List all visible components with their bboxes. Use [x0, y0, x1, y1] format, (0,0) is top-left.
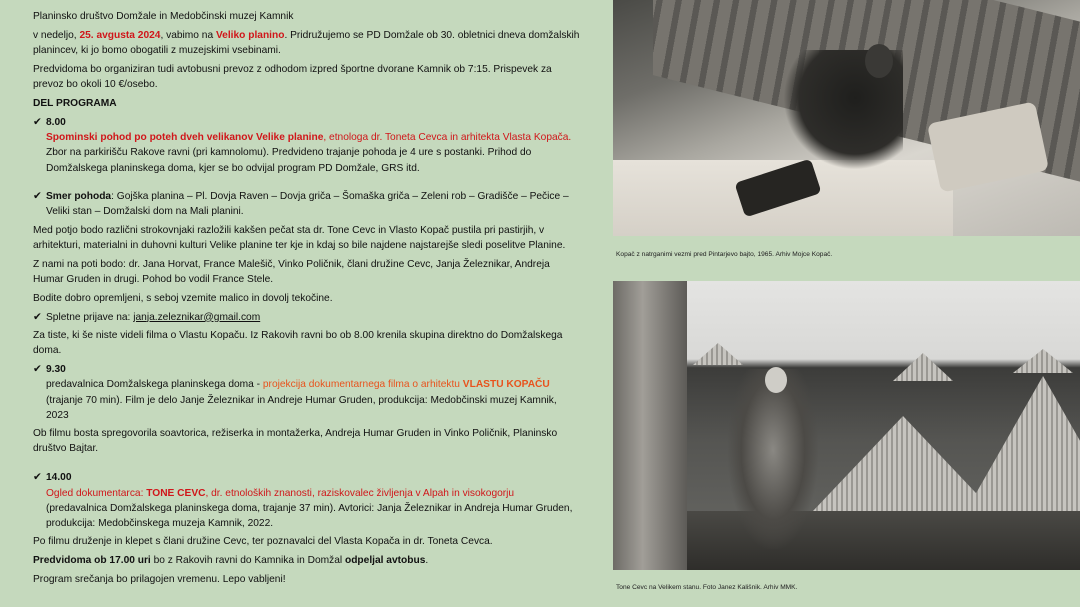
event-date: 25. avgusta 2024 — [79, 29, 161, 41]
program-item-0930 — [33, 362, 581, 423]
checkmark-icon: ✔ — [33, 189, 42, 202]
closing-paragraph: Program srečanja bo prilagojen vremenu. Lepo vabljeni! — [33, 574, 286, 585]
item-highlight: projekcija dokumentarnega filma o arhitektu — [262, 379, 463, 391]
photo-caption-cevc: Tone Cevc na Velikem stanu. Foto Janez Kališnik. Arhiv MMK. — [616, 584, 798, 591]
item-title — [46, 130, 581, 145]
bus-info: Predvidoma bo organiziran tudi avtobusni prevoz z odhodom izpred športne dvorane Kamnik ob 7:15. Prispevek za prevoz bo okoli 10 €/osebo. — [33, 63, 552, 91]
photo-kopac — [613, 0, 1080, 236]
experts-paragraph: Med potjo bodo različni strokovnjaki razložili kakšen pečat sta dr. Tone Cevc in Vlasto Kopač pustila pri pastirjih, v arhitekturi, materialni in duhovni kulturi Velike planine ter kje in kdaj so bile najdene najstarejše sledi poselitve Planine. — [33, 224, 566, 251]
program-item-1400 — [33, 470, 581, 531]
item-text: (trajanje 70 min). Film je delo Janje Železnikar in Andreje Humar Gruden, produkcija: Medobčinski muzej Kamnik, 2023 — [46, 394, 557, 421]
signup-item — [33, 310, 581, 325]
speakers-paragraph: Ob filmu bosta spregovorila soavtorica, režiserka in montažerka, Andreja Humar Gruden in Vinko Poličnik, Planinsko društvo Bajtar. — [33, 428, 558, 455]
route-text: : Gojška planina – Pl. Dovja Raven – Dovja griča – Šomaška griča – Zeleni rob – Gradišče – Pečice – Veliki stan – Domžalski dom na Mali planini. — [46, 190, 569, 218]
checkmark-icon: ✔ — [33, 362, 42, 375]
item-title-rest: , etnologa dr. Toneta Cevca in arhitekta Vlasta Kopača. — [323, 132, 572, 144]
item-title-text: Ogled dokumentarca: — [46, 487, 147, 499]
item-desc: (predavalnica Domžalskega planinskega doma, trajanje 37 min). Avtorici: Janja Železnikar in Andreja Humar Gruden, produkcija: Medobčinskega muzeja Kamnik, 2022. — [46, 502, 573, 530]
item-text: predavalnica Domžalskega planinskega doma - — [46, 379, 263, 391]
program-title: DEL PROGRAMA — [33, 97, 117, 109]
participants-paragraph: Z nami na poti bodo: dr. Jana Horvat, France Malešič, Vinko Poličnik, člani družine Cevc, Janja Železnikar, Andreja Humar Gruden in drugi. Pohod bo vodil France Stele. — [33, 258, 550, 285]
item-name: TONE CEVC — [146, 487, 206, 499]
item-time: 9.30 — [46, 363, 66, 375]
social-paragraph: Po filmu druženje in klepet s člani družine Cevc, ter poznavalci del Vlasta Kopača in dr. Toneta Cevca. — [33, 536, 493, 548]
return-time: Predvidoma ob 17.00 uri — [33, 555, 151, 567]
return-paragraph — [33, 553, 581, 568]
invitation-text — [33, 9, 581, 591]
route-item — [33, 189, 581, 220]
return-bus: odpeljal avtobus — [344, 555, 426, 567]
return-text: . — [425, 555, 429, 567]
checkmark-icon: ✔ — [33, 115, 42, 128]
intro-text: , vabimo na — [160, 29, 216, 41]
item-desc — [46, 377, 581, 423]
item-desc: Zbor na parkirišču Rakove ravni (pri kamnolomu). Predvideno trajanje pohoda je 4 ure s postanki. Prihod do Domžalskega planinskega doma, kjer se bo odvijal program PD Domžale, GRS itd. — [46, 147, 532, 174]
item-title-bold: Spominski pohod po poteh dveh velikanov Velike planine — [46, 132, 324, 144]
intro-text: v nedeljo, — [33, 29, 80, 41]
item-title — [46, 486, 581, 501]
photo-caption-kopac: Kopač z natrganimi vezmi pred Pintarjevo bajto, 1965. Arhiv Mojce Kopač. — [616, 251, 833, 258]
event-place: Veliko planino — [215, 29, 285, 41]
checkmark-icon: ✔ — [33, 310, 42, 323]
signup-label: Spletne prijave na: — [46, 311, 134, 323]
intro-text: . Pridružujemo se PD Domžale ob 30. obletnici dneva domžalskih planincev, ki jo bomo obogatili z muzejskimi vsebinami. — [33, 29, 580, 57]
intro-paragraph — [33, 28, 581, 59]
organizers: Planinsko društvo Domžale in Medobčinski muzej Kamnik — [33, 11, 294, 22]
item-title-text: , dr. etnoloških znanosti, raziskovalec življenja v Alpah in visokogorju — [205, 487, 515, 499]
route-label: Smer pohoda — [46, 190, 112, 202]
checkmark-icon: ✔ — [33, 471, 42, 484]
item-time: 14.00 — [46, 472, 72, 484]
photo-cevc — [613, 281, 1080, 570]
signup-email-link[interactable]: janja.zeleznikar@gmail.com — [133, 311, 261, 323]
equipment-paragraph: Bodite dobro opremljeni, s seboj vzemite malico in dovolj tekočine. — [33, 292, 333, 304]
item-name: VLASTU KOPAČU — [462, 379, 550, 391]
film-paragraph: Za tiste, ki še niste videli filma o Vlastu Kopaču. Iz Rakovih ravni bo ob 8.00 krenila skupina direktno do Domžalskega doma. — [33, 329, 563, 357]
item-time: 8.00 — [46, 116, 66, 128]
program-item-0800 — [33, 115, 581, 176]
return-text: bo z Rakovih ravni do Kamnika in Domžal — [150, 555, 345, 567]
